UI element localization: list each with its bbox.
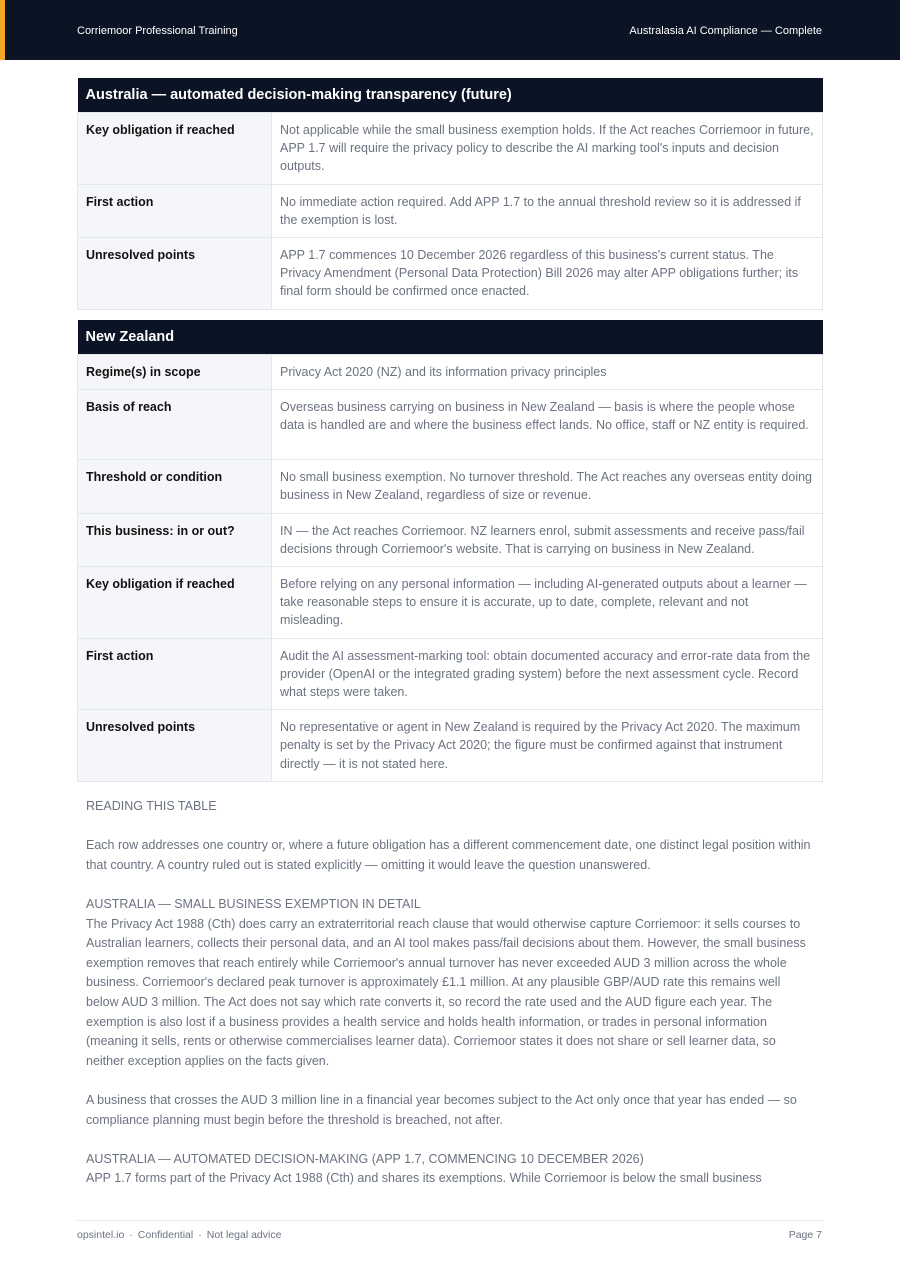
row-value: Overseas business carrying on business in New Zealand — basis is where the people whose data is handled are and where the business effect lands. No office, staff or NZ entity is required. (272, 390, 823, 460)
row-key: First action (78, 638, 272, 710)
footer-divider (77, 1220, 823, 1221)
table-row (78, 567, 823, 639)
table-row (78, 513, 823, 566)
table-row (78, 113, 823, 185)
reading-heading: READING THIS TABLE (86, 799, 217, 813)
footer-meta: opsintel.io · Confidential · Not legal advice (77, 1229, 282, 1241)
footer-disclaimer: Not legal advice (206, 1229, 282, 1241)
row-value: No small business exemption. No turnover threshold. The Act reaches any overseas entity doing business in New Zealand, regardless of size or revenue. (272, 460, 823, 513)
row-key: Unresolved points (78, 710, 272, 782)
row-key: This business: in or out? (78, 513, 272, 566)
table-row (78, 460, 823, 513)
table-row (78, 238, 823, 310)
row-value: Before relying on any personal information — including AI-generated outputs about a learner — take reasonable steps to ensure it is accurate, up to date, complete, relevant and not misleading. (272, 567, 823, 639)
page-number: Page 7 (788, 1229, 822, 1241)
table-title: Australia — automated decision-making transparency (future) (78, 78, 823, 113)
table-row (78, 638, 823, 710)
footer-confidential: Confidential (137, 1229, 194, 1241)
row-value: APP 1.7 commences 10 December 2026 regardless of this business's current status. The Privacy Amendment (Personal Data Protection) Bill 2026 may alter APP obligations further; its final form should be confirmed once enacted. (272, 238, 823, 310)
row-value: No representative or agent in New Zealand is required by the Privacy Act 2020. The maximum penalty is set by the Privacy Act 2020; the figure must be confirmed against that instrument directly — it is not stated here. (272, 710, 823, 782)
row-key: Regime(s) in scope (78, 355, 272, 390)
row-value: Audit the AI assessment-marking tool: obtain documented accuracy and error-rate data from the provider (OpenAI or the integrated grading system) before the next assessment cycle. Record what steps were taken. (272, 638, 823, 710)
row-key: Key obligation if reached (78, 567, 272, 639)
explanatory-notes (86, 797, 816, 1189)
reading-paragraph: Each row addresses one country or, where a future obligation has a different commencement date, one distinct legal position within that country. A country ruled out is stated explicitly — omitting it would leave the question unanswered. (86, 838, 811, 872)
table-row (78, 355, 823, 390)
new-zealand-table (77, 320, 823, 782)
table-row (78, 710, 823, 782)
adm-paragraph: APP 1.7 forms part of the Privacy Act 1988 (Cth) and shares its exemptions. While Corriemoor is below the small business (86, 1171, 762, 1186)
adm-heading: AUSTRALIA — AUTOMATED DECISION-MAKING (APP 1.7, COMMENCING 10 DECEMBER 2026) (86, 1151, 644, 1166)
header-accent-stripe (0, 0, 5, 60)
table-row (78, 184, 823, 237)
table-row (78, 390, 823, 460)
row-key: First action (78, 184, 272, 237)
header-org-name: Corriemoor Professional Training (77, 25, 238, 37)
row-value: Privacy Act 2020 (NZ) and its information privacy principles (272, 355, 823, 390)
threshold-paragraph: A business that crosses the AUD 3 million line in a financial year becomes subject to the Act only once that year has ended — so compliance planning must begin before the threshold is breached, not after. (86, 1092, 797, 1127)
row-value: IN — the Act reaches Corriemoor. NZ learners enrol, submit assessments and receive pass/fail decisions through Corriemoor's website. That is carrying on business in New Zealand. (272, 513, 823, 566)
row-key: Unresolved points (78, 238, 272, 310)
exemption-paragraph: The Privacy Act 1988 (Cth) does carry an extraterritorial reach clause that would otherwise capture Corriemoor: it sells courses to Australian learners, collects their personal data, and an AI tool makes pass/fail decisions about them. However, the small business exemption removes that reach entirely while Corriemoor's annual turnover has never exceeded AUD 3 million across the whole business. Corriemoor's declared peak turnover is approximately £1.1 million. At any plausible GBP/AUD rate this remains well below AUD 3 million. The Act does not say which rate converts it, so record the rate used and the AUD figure each year. The exemption is also lost if a business provides a health service and holds health information, or trades in personal information (meaning it sells, rents or otherwise commercialises learner data). Corriemoor states it does not share or sell learner data, so neither exception applies on the facts given. (86, 916, 806, 1068)
row-value: Not applicable while the small business exemption holds. If the Act reaches Corriemoor in future, APP 1.7 will require the privacy policy to describe the AI marking tool's inputs and decision outputs. (272, 113, 823, 185)
exemption-heading: AUSTRALIA — SMALL BUSINESS EXEMPTION IN DETAIL (86, 896, 421, 911)
footer-site: opsintel.io (77, 1229, 125, 1241)
table-title: New Zealand (78, 320, 823, 355)
australia-adm-table (77, 78, 823, 310)
row-key: Threshold or condition (78, 460, 272, 513)
row-value: No immediate action required. Add APP 1.7 to the annual threshold review so it is addressed if the exemption is lost. (272, 184, 823, 237)
row-key: Key obligation if reached (78, 113, 272, 185)
header-document-title: Australasia AI Compliance — Complete (629, 25, 822, 37)
row-key: Basis of reach (78, 390, 272, 460)
